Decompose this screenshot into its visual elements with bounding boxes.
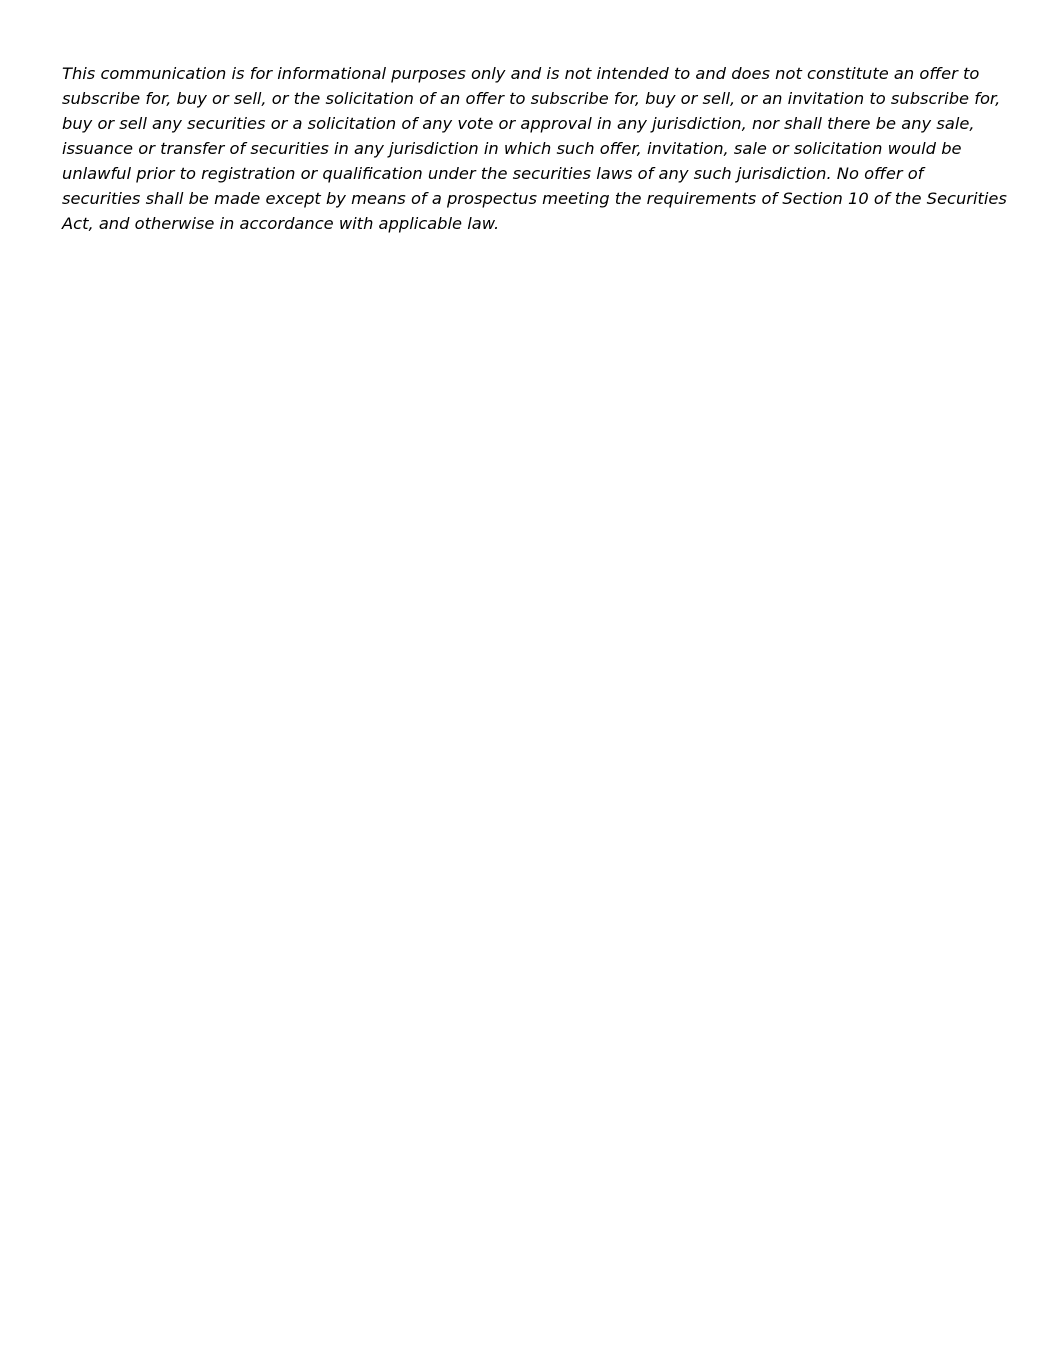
disclaimer-line: Act, and otherwise in accordance with applicable law. [62, 214, 500, 233]
disclaimer-line: This communication is for informational purposes only and is not intended to and does not constitute an offer to [62, 64, 980, 83]
disclaimer-line: issuance or transfer of securities in any jurisdiction in which such offer, invitation, sale or solicitation would be [62, 139, 962, 158]
disclaimer-paragraph [62, 61, 1007, 236]
disclaimer-line: securities shall be made except by means of a prospectus meeting the requirements of Section 10 of the Securities [62, 189, 1007, 208]
disclaimer-line: buy or sell any securities or a solicitation of any vote or approval in any jurisdiction, nor shall there be any sale, [62, 114, 975, 133]
disclaimer-line: unlawful prior to registration or qualification under the securities laws of any such jurisdiction. No offer of [62, 164, 924, 183]
disclaimer-line: subscribe for, buy or sell, or the solicitation of an offer to subscribe for, buy or sell, or an invitation to subscribe for, [62, 89, 1001, 108]
